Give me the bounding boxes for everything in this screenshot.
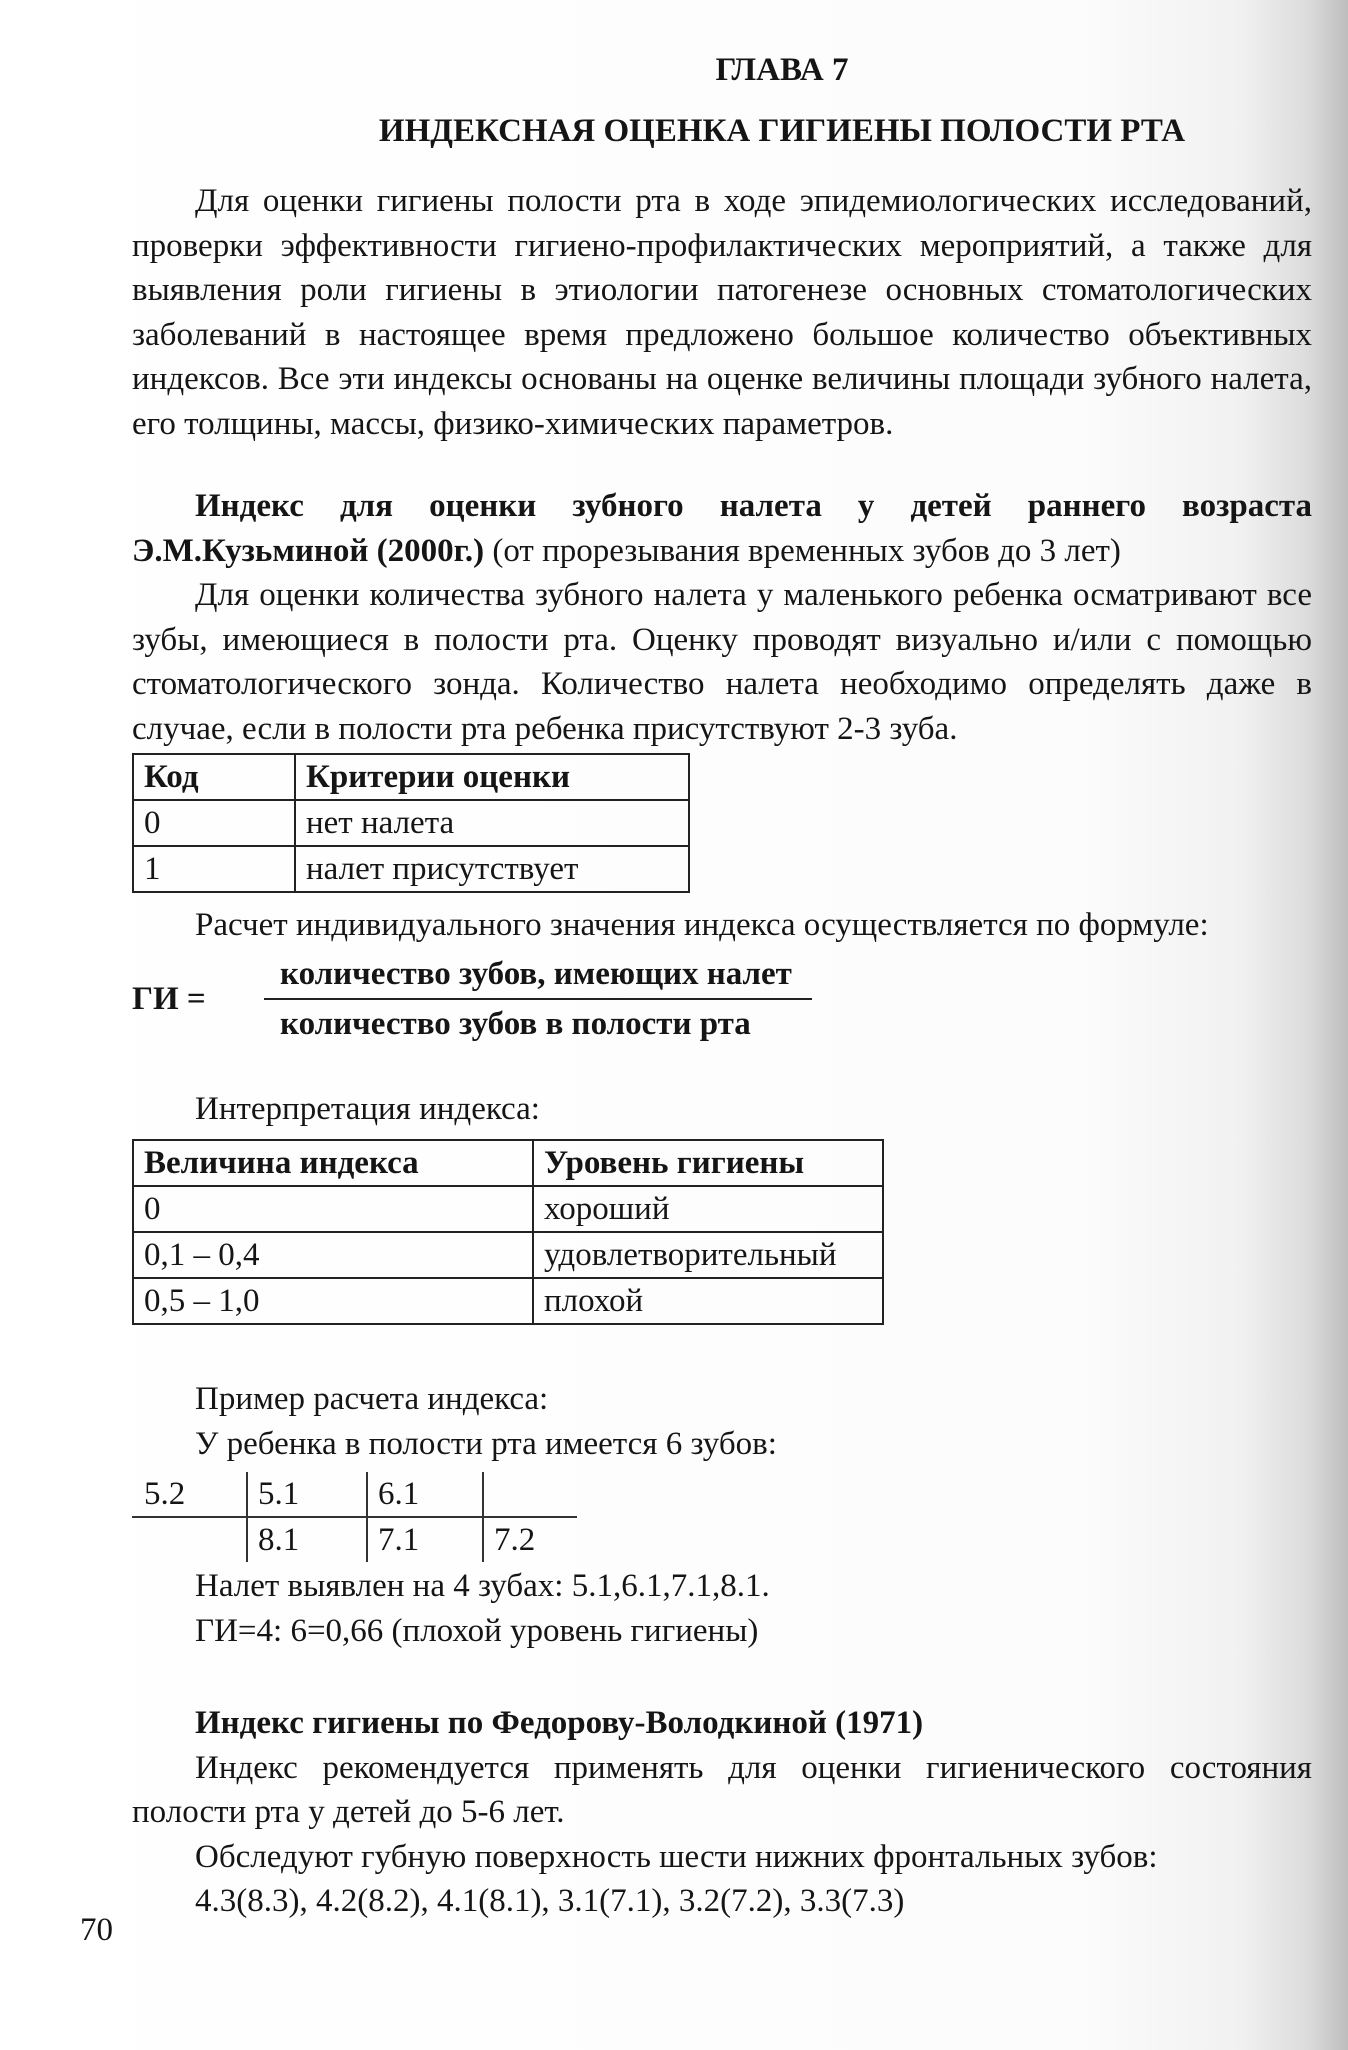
page-number: 70 — [80, 1912, 113, 1948]
section2-paragraph-2: Обследуют губную поверхность шести нижних фронтальных зубов: — [195, 1838, 1158, 1875]
table-cell: налет присутствует — [295, 846, 689, 892]
table-row — [133, 1278, 883, 1324]
interpretation-label: Интерпретация индекса: — [195, 1090, 540, 1127]
teeth-chart — [132, 1472, 1312, 1564]
formula-lhs: ГИ = — [132, 980, 206, 1017]
tooth-lower: 7.2 — [494, 1522, 536, 1558]
example-result: ГИ=4: 6=0,66 (плохой уровень гигиены) — [195, 1612, 759, 1649]
chapter-title: ИНДЕКСНАЯ ОЦЕНКА ГИГИЕНЫ ПОЛОСТИ РТА — [378, 112, 1186, 149]
section2-heading: Индекс гигиены по Федорову-Володкиной (1971) — [195, 1705, 924, 1741]
table-cell: хороший — [533, 1186, 883, 1232]
section2-paragraph-1: Индекс рекомендуется применять для оценки гигиенического состояния полости рта у детей до 5-6 лет. — [132, 1749, 1312, 1830]
table-header-cell: Величина индекса — [133, 1140, 533, 1186]
tooth-lower: 8.1 — [258, 1522, 300, 1558]
table-header-cell: Уровень гигиены — [533, 1140, 883, 1186]
table-header-cell: Критерии оценки — [295, 754, 689, 800]
tooth-lower: 7.1 — [378, 1522, 420, 1558]
table-header-cell: Код — [133, 754, 295, 800]
plaque-found-text: Налет выявлен на 4 зубах: 5.1,6.1,7.1,8.1. — [195, 1568, 770, 1604]
table-header-row — [133, 1140, 883, 1186]
hygiene-index-formula — [132, 952, 1312, 1047]
table-cell: удовлетворительный — [533, 1232, 883, 1278]
table-cell: 0 — [133, 1186, 533, 1232]
tooth-upper: 6.1 — [378, 1476, 420, 1512]
section1-heading: Индекс для оценки зубного налета у детей раннего возраста Э.М.Кузьминой (2000г.) — [132, 488, 1312, 569]
example-text: У ребенка в полости рта имеется 6 зубов: — [195, 1425, 777, 1462]
table-row — [133, 846, 689, 892]
criteria-table — [132, 753, 690, 893]
tooth-upper: 5.2 — [144, 1476, 186, 1512]
table-cell: 0,1 – 0,4 — [133, 1232, 533, 1278]
page-content — [132, 40, 1312, 1924]
formula-denominator: количество зубов в полости рта — [280, 1006, 751, 1042]
section1-heading-line — [132, 484, 1312, 573]
example-label: Пример расчета индекса: — [195, 1381, 549, 1417]
teeth-chart-horizontal-line — [132, 1516, 577, 1518]
table-row — [133, 1186, 883, 1232]
teeth-chart-vertical-line — [246, 1472, 248, 1562]
formula-fraction — [264, 952, 812, 1047]
teeth-chart-vertical-line — [366, 1472, 368, 1562]
teeth-chart-vertical-line — [482, 1472, 484, 1562]
teeth-list: 4.3(8.3), 4.2(8.2), 4.1(8.1), 3.1(7.1), 3.2(7.2), 3.3(7.3) — [195, 1883, 905, 1919]
table-cell: плохой — [533, 1278, 883, 1324]
table-cell: 0,5 – 1,0 — [133, 1278, 533, 1324]
table-cell: 0 — [133, 800, 295, 846]
table-cell: нет налета — [295, 800, 689, 846]
formula-intro: Расчет индивидуального значения индекса осуществляется по формуле: — [195, 907, 1209, 943]
tooth-upper: 5.1 — [258, 1476, 300, 1512]
table-row — [133, 1232, 883, 1278]
chapter-label: ГЛАВА 7 — [715, 52, 849, 88]
section1-heading-note: (от прорезывания временных зубов до 3 лет) — [492, 532, 1121, 569]
table-row — [133, 800, 689, 846]
section1-paragraph: Для оценки количества зубного налета у маленького ребенка осматривают все зубы, имеющиеся в полости рта. Оценку проводят визуально и/или с помощью стоматологического зонда. Количество налета необходимо определять даже в случае, если в полости рта ребенка присутствуют 2-3 зуба. — [132, 577, 1312, 747]
formula-numerator: количество зубов, имеющих налет — [264, 952, 812, 1001]
table-cell: 1 — [133, 846, 295, 892]
table-header-row — [133, 754, 689, 800]
intro-paragraph: Для оценки гигиены полости рта в ходе эпидемиологических исследований, проверки эффективности гигиено-профилактических мероприятий, а также для выявления роли гигиены в этиологии патогенезе основных стоматологических заболеваний в настоящее время предложено большое количество объективных индексов. Все эти индексы основаны на оценке величины площади зубного налета, его толщины, массы, физико-химических параметров. — [132, 183, 1312, 442]
interpretation-table — [132, 1139, 884, 1325]
